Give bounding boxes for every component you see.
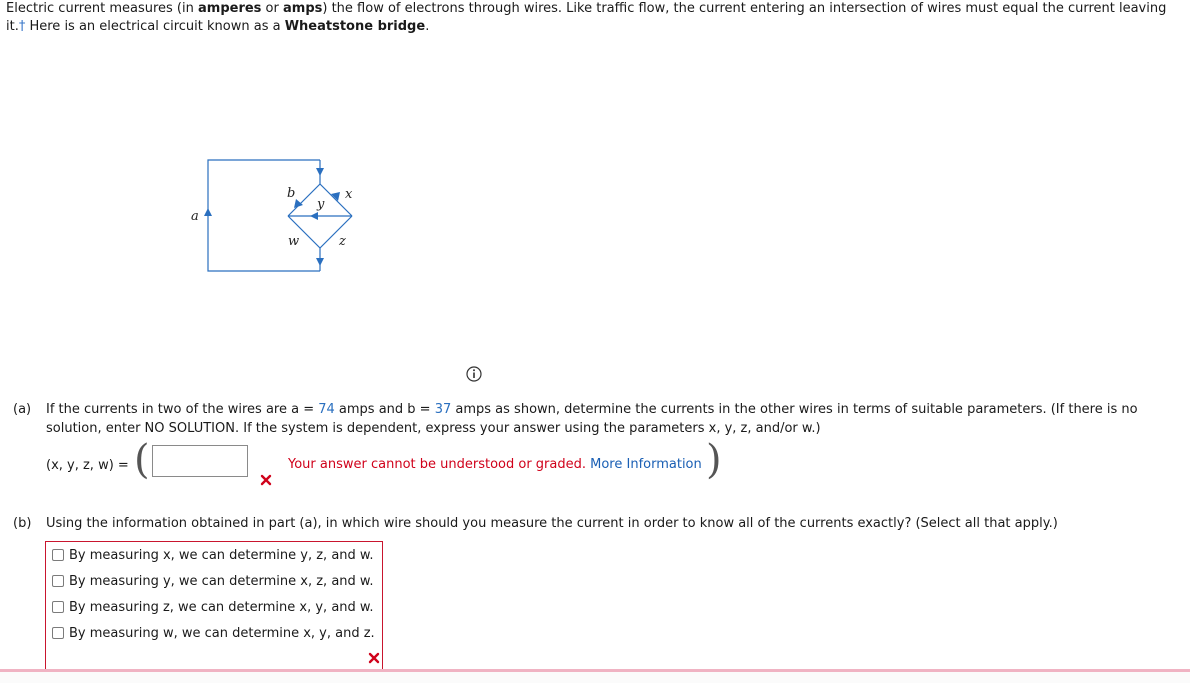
arrow-y	[310, 212, 318, 220]
option-y-label: By measuring y, we can determine x, z, and w.	[69, 574, 374, 589]
part-b-options	[45, 541, 383, 669]
part-a	[13, 400, 1173, 438]
part-a-text-1: If the currents in two of the wires are	[46, 402, 292, 417]
option-z[interactable]	[52, 598, 373, 618]
part-b-label: (b)	[13, 516, 32, 531]
label-z: z	[339, 234, 346, 249]
arrow-bottom	[316, 258, 324, 266]
part-b-incorrect-icon	[368, 652, 380, 664]
option-y[interactable]	[52, 572, 373, 592]
option-z-label: By measuring z, we can determine x, y, and w.	[69, 600, 374, 615]
intro-amperes: amperes	[198, 1, 262, 16]
arrow-a	[204, 208, 212, 216]
label-w: w	[288, 234, 300, 249]
option-w[interactable]	[52, 624, 375, 644]
a-equals: a =	[291, 402, 319, 417]
b-value: 37	[434, 402, 452, 417]
right-paren: )	[706, 437, 722, 483]
error-message	[288, 457, 702, 472]
label-y: y	[317, 197, 325, 212]
intro-text-1: Electric current measures (in	[6, 1, 198, 16]
checkbox-y[interactable]	[52, 575, 64, 587]
more-information-link[interactable]: More Information	[590, 457, 702, 472]
tuple-label: (x, y, z, w) =	[46, 458, 129, 473]
intro-text-3: Here is an electrical circuit known as a	[25, 19, 285, 34]
info-icon[interactable]	[466, 366, 482, 382]
checkbox-w[interactable]	[52, 627, 64, 639]
arrow-b	[294, 199, 303, 208]
problem-intro	[6, 0, 1186, 36]
footnote-dagger[interactable]: †	[18, 19, 26, 34]
option-x[interactable]	[52, 546, 373, 566]
bottom-toolbar	[0, 672, 1190, 683]
option-w-label: By measuring w, we can determine x, y, and z.	[69, 626, 375, 641]
left-paren: (	[134, 437, 150, 483]
error-text: Your answer cannot be understood or graded.	[288, 457, 586, 472]
answer-input[interactable]	[152, 445, 248, 477]
part-b-question: Using the information obtained in part (a), in which wire should you measure the current in order to know all of the currents exactly? (Select all that apply.)	[46, 516, 1058, 531]
intro-or: or	[261, 1, 283, 16]
a-value: 74	[318, 402, 335, 417]
part-b	[13, 514, 1173, 533]
checkbox-z[interactable]	[52, 601, 64, 613]
arrow-top	[316, 168, 324, 176]
part-a-answer-row	[46, 437, 746, 484]
checkbox-x[interactable]	[52, 549, 64, 561]
intro-text-2: ) the flow of electrons through wires. Like traffic flow, the current entering an intersection of wires must equal the current leaving it.	[6, 1, 1167, 34]
b-equals: b =	[407, 402, 435, 417]
intro-amps: amps	[283, 1, 323, 16]
wheatstone-bridge-diagram	[180, 150, 380, 280]
intro-bridge: Wheatstone bridge	[284, 19, 426, 34]
label-x: x	[345, 187, 353, 202]
part-a-label: (a)	[13, 402, 32, 417]
label-b: b	[287, 186, 296, 201]
part-a-text-2: amps and	[334, 402, 408, 417]
part-a-text-3: amps as shown, determine the currents in the other wires in terms of suitable parameters. (If there is no solution, enter NO SOLUTION. If the system is dependent, express your answer using the parameters x, y, z, and/or w.)	[46, 402, 1138, 436]
intro-period: .	[425, 19, 430, 34]
label-a: a	[191, 209, 199, 224]
wire-z	[320, 216, 352, 248]
incorrect-icon	[260, 474, 272, 486]
part-a-question	[46, 400, 1173, 438]
option-x-label: By measuring x, we can determine y, z, and w.	[69, 548, 374, 563]
